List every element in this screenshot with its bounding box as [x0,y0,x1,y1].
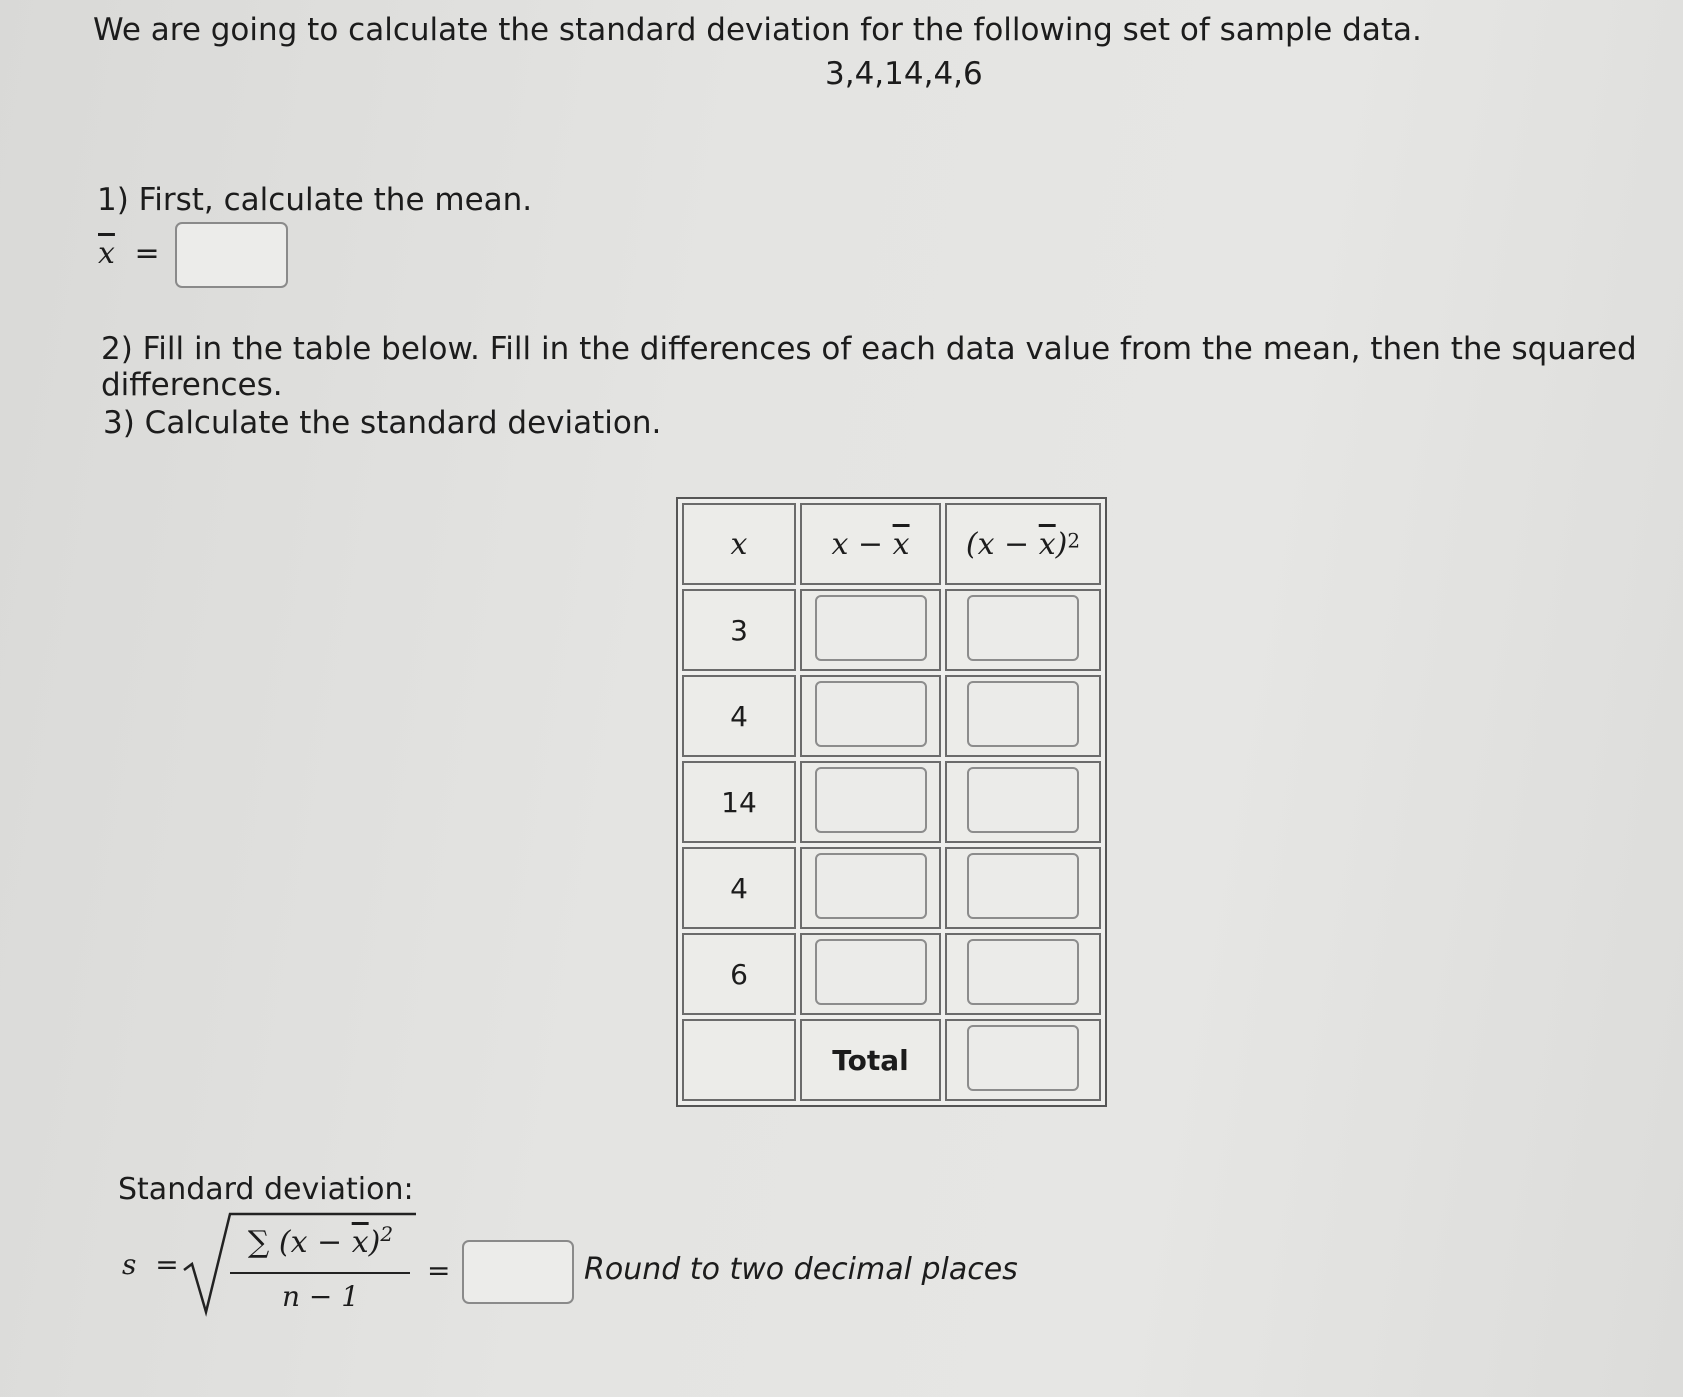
mean-label [98,236,160,271]
empty-cell [682,1019,796,1101]
header-x: x [682,503,796,585]
stddev-label: Standard deviation: [118,1172,414,1207]
table-row [682,761,1101,843]
squared-input[interactable] [967,681,1079,747]
step2-line1: 2) Fill in the table below. Fill in the differences of each data value from the mean, then the squared [101,331,1637,367]
equals-sign: = [134,236,160,271]
x-value: 4 [730,871,748,905]
stddev-input[interactable] [462,1240,574,1304]
round-note: Round to two decimal places [584,1252,1018,1287]
data-set: 3,4,14,4,6 [825,56,983,92]
squared-input[interactable] [967,939,1079,1005]
s-symbol: s [122,1248,137,1281]
mean-symbol: $\overline{x}$ [98,236,115,271]
data-table [676,497,1107,1107]
step1-label: 1) First, calculate the mean. [97,182,533,218]
diff-input[interactable] [815,939,927,1005]
squared-input[interactable] [967,767,1079,833]
x-value: 3 [730,613,748,647]
fraction-bar [230,1272,410,1274]
step2-line2: differences. [101,367,283,403]
x-value: 6 [730,957,748,991]
diff-input[interactable] [815,767,927,833]
header-squared: $(x - \overline{x})^2$ [945,503,1101,585]
x-value: 14 [721,785,757,819]
table-row [682,847,1101,929]
header-diff: $x - \overline{x}$ [800,503,941,585]
denominator: n − 1 [281,1280,360,1313]
total-input[interactable] [967,1025,1079,1091]
squared-input[interactable] [967,595,1079,661]
table-row [682,933,1101,1015]
diff-input[interactable] [815,595,927,661]
squared-input[interactable] [967,853,1079,919]
s-equals: s = [122,1248,179,1281]
total-label: Total [832,1043,909,1077]
intro-text: We are going to calculate the standard deviation for the following set of sample data. [93,12,1422,48]
diff-input[interactable] [815,853,927,919]
numerator: ∑ $(x - \overline{x})^2$ [247,1222,394,1260]
step3-label: 3) Calculate the standard deviation. [103,405,662,441]
mean-input[interactable] [175,222,288,288]
diff-input[interactable] [815,681,927,747]
x-value: 4 [730,699,748,733]
table-header-row [682,503,1101,585]
equals-sign-2: = [427,1254,451,1287]
table-row [682,675,1101,757]
table-total-row [682,1019,1101,1101]
table-row [682,589,1101,671]
